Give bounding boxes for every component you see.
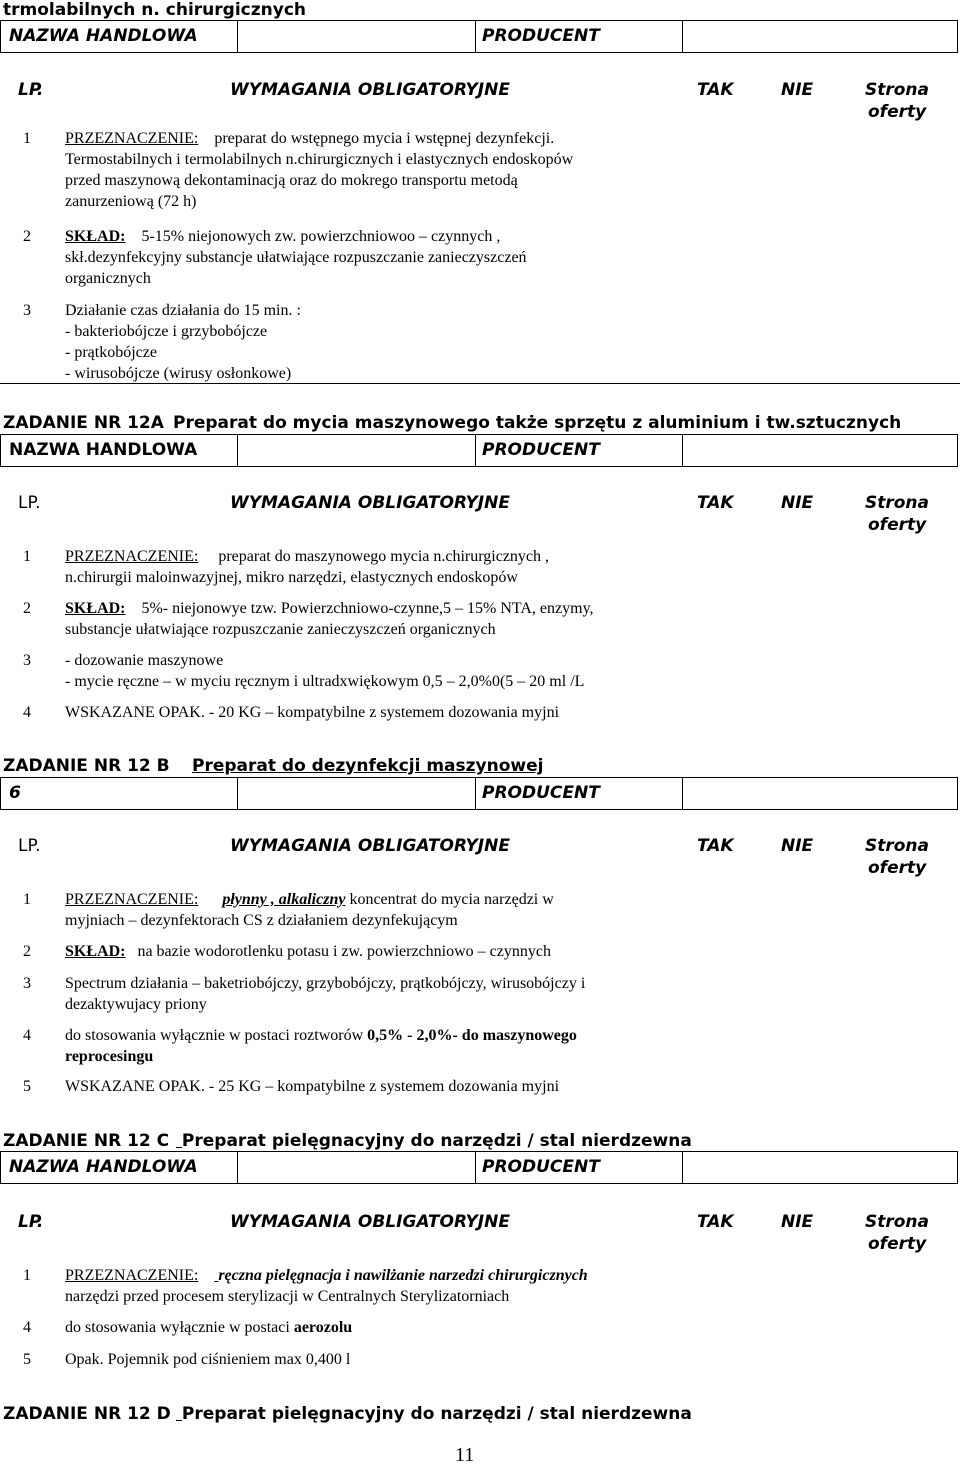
action-line: - prątkobójcze [65, 344, 157, 361]
purpose-line: przed maszynową dekontaminacją oraz do mokrego transportu metodą [65, 172, 518, 189]
s3-row3 [65, 973, 705, 1015]
s3-row1 [65, 889, 705, 931]
section-title: ZADANIE NR 12 B [3, 756, 170, 776]
lp-header: LP. [18, 493, 41, 513]
name-value[interactable] [237, 434, 476, 467]
strona-header: Strona [865, 493, 930, 513]
purpose-line: myjniach – dezynfektorach CS z działaniem dezynfekującym [65, 912, 458, 929]
section-divider [0, 383, 960, 384]
oferty-header: oferty [868, 1234, 927, 1254]
requirements-header: WYMAGANIA OBLIGATORYJNE [230, 80, 510, 100]
s3-row5: WSKAZANE OPAK. - 25 KG – kompatybilne z systemem dozowania myjni [65, 1078, 560, 1095]
s1-row1 [65, 128, 705, 212]
name-label: 6 [9, 783, 21, 803]
s4-row5: Opak. Pojemnik pod ciśnieniem max 0,400 l [65, 1351, 351, 1368]
s4-row1 [65, 1265, 705, 1307]
purpose-emphasis: płynny , alkaliczny [222, 891, 346, 908]
section-subtitle [176, 1131, 692, 1151]
s2-row1 [65, 546, 705, 588]
row-number: 2 [23, 943, 31, 960]
row-number: 5 [23, 1078, 31, 1095]
top-title: trmolabilnych n. chirurgicznych [3, 0, 306, 20]
name-value[interactable] [237, 777, 476, 810]
producer-label: PRODUCENT [482, 1157, 600, 1177]
spectrum-line: Spectrum działania – baketriobójczy, grzybobójczy, prątkobójczy, wirusobójczy i [65, 975, 586, 992]
top-producer-label: PRODUCENT [482, 26, 600, 46]
row-number: 3 [23, 652, 31, 669]
composition-line: skł.dezynfekcyjny substancje ułatwiające rozpuszczanie zanieczyszczeń [65, 249, 527, 266]
name-label: NAZWA HANDLOWA [9, 1157, 198, 1177]
section-subtitle: Preparat do dezynfekcji maszynowej [192, 756, 544, 776]
producer-label: PRODUCENT [482, 783, 600, 803]
producer-value[interactable] [682, 1151, 958, 1184]
oferty-header: oferty [868, 858, 927, 878]
composition-line: organicznych [65, 270, 151, 287]
dosing-line: - dozowanie maszynowe [65, 652, 224, 669]
composition-label: SKŁAD: [65, 228, 126, 245]
top-producer-value[interactable] [682, 20, 958, 53]
row-number: 2 [23, 600, 31, 617]
nie-header: NIE [781, 493, 814, 513]
usage-bold: reprocesingu [65, 1048, 154, 1065]
nie-header: NIE [781, 836, 814, 856]
tak-header: TAK [697, 1212, 734, 1232]
usage-bold: 0,5% - 2,0%- do maszynowego [367, 1027, 577, 1044]
composition-text: 5-15% niejonowych zw. powierzchniowoo – czynnych , [141, 228, 501, 245]
row-number: 2 [23, 228, 31, 245]
composition-text: 5%- niejonowye tzw. Powierzchniowo-czynne,5 – 15% NTA, enzymy, [141, 600, 594, 617]
composition-text: na bazie wodorotlenku potasu i zw. powierzchniowo – czynnych [137, 943, 551, 960]
composition-label: SKŁAD: [65, 943, 126, 960]
purpose-text: preparat do maszynowego mycia n.chirurgicznych , [218, 548, 550, 565]
purpose-label: PRZEZNACZENIE: [65, 548, 199, 565]
strona-header: Strona [865, 836, 930, 856]
row-number: 1 [23, 548, 31, 565]
purpose-label: PRZEZNACZENIE: [65, 1267, 199, 1284]
s4-row4 [65, 1317, 705, 1338]
tak-header: TAK [697, 493, 734, 513]
purpose-line: n.chirurgii maloinwazyjnej, mikro narzędzi, elastycznych endoskopów [65, 569, 518, 586]
requirements-header: WYMAGANIA OBLIGATORYJNE [230, 1212, 510, 1232]
top-name-value[interactable] [237, 20, 476, 53]
purpose-line: zanurzeniową (72 h) [65, 193, 197, 210]
usage-bold: aerozolu [293, 1319, 353, 1336]
s1-row3 [65, 300, 705, 384]
section-subtitle-text: Preparat pielęgnacyjny do narzędzi / stal nierdzewna [181, 1131, 692, 1151]
row-number: 4 [23, 704, 31, 721]
oferty-header: oferty [868, 515, 927, 535]
row-number: 1 [23, 130, 31, 147]
requirements-header: WYMAGANIA OBLIGATORYJNE [230, 493, 510, 513]
s3-row4 [65, 1025, 705, 1067]
action-line: - bakteriobójcze i grzybobójcze [65, 323, 268, 340]
producer-value[interactable] [682, 777, 958, 810]
strona-header: Strona [865, 1212, 930, 1232]
purpose-line: narzędzi przed procesem sterylizacji w Centralnych Sterylizatorniach [65, 1288, 510, 1305]
page-number: 11 [455, 1444, 475, 1466]
usage-text: do stosowania wyłącznie w postaci roztworów [65, 1027, 364, 1044]
section-subtitle: Preparat do mycia maszynowego także sprzętu z aluminium i tw.sztucznych [173, 413, 902, 433]
oferty-header: oferty [868, 102, 927, 122]
purpose-text: ręczna pielęgnacja i nawilżanie narzedzi chirurgicznych [218, 1267, 588, 1284]
producer-value[interactable] [682, 434, 958, 467]
section-subtitle [176, 1404, 692, 1424]
lp-header: LP. [18, 1212, 44, 1232]
section-title: ZADANIE NR 12 C [3, 1131, 170, 1151]
name-label: NAZWA HANDLOWA [9, 440, 198, 460]
composition-line: substancje ułatwiające rozpuszczanie zanieczyszczeń organicznych [65, 621, 496, 638]
s2-row2 [65, 598, 705, 640]
s3-row2 [65, 941, 705, 962]
section-subtitle-text: Preparat pielęgnacyjny do narzędzi / stal nierdzewna [181, 1404, 692, 1424]
top-name-label: NAZWA HANDLOWA [9, 26, 198, 46]
row-number: 5 [23, 1351, 31, 1368]
requirements-header: WYMAGANIA OBLIGATORYJNE [230, 836, 510, 856]
lp-header: LP. [18, 836, 41, 856]
action-line: - wirusobójcze (wirusy osłonkowe) [65, 365, 292, 382]
row-number: 3 [23, 975, 31, 992]
producer-label: PRODUCENT [482, 440, 600, 460]
nie-header: NIE [781, 1212, 814, 1232]
purpose-line: Termostabilnych i termolabilnych n.chirurgicznych i elastycznych endoskopów [65, 151, 574, 168]
purpose-label: PRZEZNACZENIE: [65, 130, 199, 147]
purpose-text: preparat do wstępnego mycia i wstępnej dezynfekcji. [214, 130, 555, 147]
name-box [0, 777, 238, 810]
action-line: Działanie czas działania do 15 min. : [65, 302, 301, 319]
s1-row2 [65, 226, 705, 289]
section-title: ZADANIE NR 12A [3, 413, 164, 433]
s2-row4: WSKAZANE OPAK. - 20 KG – kompatybilne z systemem dozowania myjni [65, 704, 560, 721]
section-title: ZADANIE NR 12 D [3, 1404, 171, 1424]
purpose-text: koncentrat do mycia narzędzi w [349, 891, 554, 908]
tak-header: TAK [697, 80, 734, 100]
row-number: 4 [23, 1027, 31, 1044]
strona-header: Strona [865, 80, 930, 100]
row-number: 3 [23, 302, 31, 319]
s2-row3 [65, 650, 705, 692]
row-number: 1 [23, 1267, 31, 1284]
purpose-label: PRZEZNACZENIE: [65, 891, 199, 908]
usage-text: do stosowania wyłącznie w postaci [65, 1319, 290, 1336]
composition-label: SKŁAD: [65, 600, 126, 617]
lp-header: LP. [18, 80, 44, 100]
name-value[interactable] [237, 1151, 476, 1184]
row-number: 4 [23, 1319, 31, 1336]
tak-header: TAK [697, 836, 734, 856]
dosing-line: - mycie ręczne – w myciu ręcznym i ultradxwiękowym 0,5 – 2,0%0(5 – 20 ml /L [65, 673, 585, 690]
spectrum-line: dezaktywujacy priony [65, 996, 207, 1013]
nie-header: NIE [781, 80, 814, 100]
row-number: 1 [23, 891, 31, 908]
